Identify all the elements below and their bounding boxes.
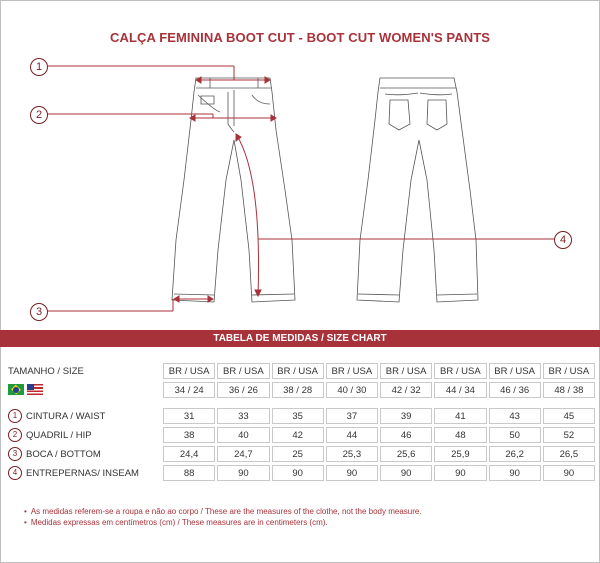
footnote: • Medidas expressas em centímetros (cm) / These measures are in centimeters (cm). [24,518,328,527]
region-label: BR / USA [489,363,541,379]
value-cell: 37 [326,408,378,424]
region-label: BR / USA [380,363,432,379]
size-label: TAMANHO / SIZE [8,365,84,377]
size-cell: 44 / 34 [434,382,486,398]
callout-2: 2 [30,106,48,124]
flag-usa-icon [27,384,43,395]
value-cell: 24,4 [163,446,215,462]
value-cell: 25,9 [434,446,486,462]
value-cell: 90 [543,465,595,481]
row-label: QUADRIL / HIP [26,429,92,441]
value-cell: 90 [326,465,378,481]
value-cell: 42 [272,427,324,443]
value-cell: 90 [272,465,324,481]
value-cell: 31 [163,408,215,424]
callout-4: 4 [554,231,572,249]
value-cell: 90 [380,465,432,481]
size-cell: 48 / 38 [543,382,595,398]
table-row-waist [5,408,595,424]
value-cell: 46 [380,427,432,443]
footnotes [24,506,422,528]
row-label: CINTURA / WAIST [26,410,106,422]
value-cell: 44 [326,427,378,443]
value-cell: 38 [163,427,215,443]
value-cell: 40 [217,427,269,443]
size-chart-banner: TABELA DE MEDIDAS / SIZE CHART [0,330,600,347]
value-cell: 33 [217,408,269,424]
size-cell: 36 / 26 [217,382,269,398]
table-row-hip [5,427,595,443]
size-cell: 34 / 24 [163,382,215,398]
value-cell: 48 [434,427,486,443]
region-label: BR / USA [163,363,215,379]
size-cell: 46 / 36 [489,382,541,398]
size-cell: 42 / 32 [380,382,432,398]
measurement-lines [46,66,555,311]
region-label: BR / USA [434,363,486,379]
table-row-inseam [5,465,595,481]
callout-3: 3 [30,303,48,321]
value-cell: 50 [489,427,541,443]
table-row-bottom [5,446,595,462]
value-cell: 24,7 [217,446,269,462]
value-cell: 25 [272,446,324,462]
callout-2-icon: 2 [8,428,22,442]
value-cell: 52 [543,427,595,443]
value-cell: 43 [489,408,541,424]
callout-4-icon: 4 [8,466,22,480]
header-row-region [5,363,595,379]
value-cell: 26,5 [543,446,595,462]
region-label: BR / USA [217,363,269,379]
front-view-pants [172,78,295,302]
footnote: • As medidas referem-se a roupa e não ao corpo / These are the measures of the clothe, not the body measure. [24,507,422,516]
value-cell: 25,3 [326,446,378,462]
value-cell: 90 [217,465,269,481]
row-label: ENTREPERNAS/ INSEAM [26,467,139,479]
region-label: BR / USA [272,363,324,379]
back-view-pants [357,78,478,302]
value-cell: 90 [489,465,541,481]
value-cell: 90 [434,465,486,481]
value-cell: 39 [380,408,432,424]
callout-1: 1 [30,58,48,76]
value-cell: 25,6 [380,446,432,462]
size-cell: 38 / 28 [272,382,324,398]
flag-brazil-icon [8,384,24,395]
flags-cell [5,382,161,398]
region-label: BR / USA [326,363,378,379]
page-title: CALÇA FEMININA BOOT CUT - BOOT CUT WOMEN'S PANTS [109,30,491,45]
value-cell: 45 [543,408,595,424]
size-cell: 40 / 30 [326,382,378,398]
value-cell: 41 [434,408,486,424]
region-label: BR / USA [543,363,595,379]
row-label: BOCA / BOTTOM [26,448,101,460]
header-row-sizes [5,382,595,398]
value-cell: 88 [163,465,215,481]
size-chart-table [3,360,597,484]
value-cell: 35 [272,408,324,424]
callout-3-icon: 3 [8,447,22,461]
value-cell: 26,2 [489,446,541,462]
callout-1-icon: 1 [8,409,22,423]
